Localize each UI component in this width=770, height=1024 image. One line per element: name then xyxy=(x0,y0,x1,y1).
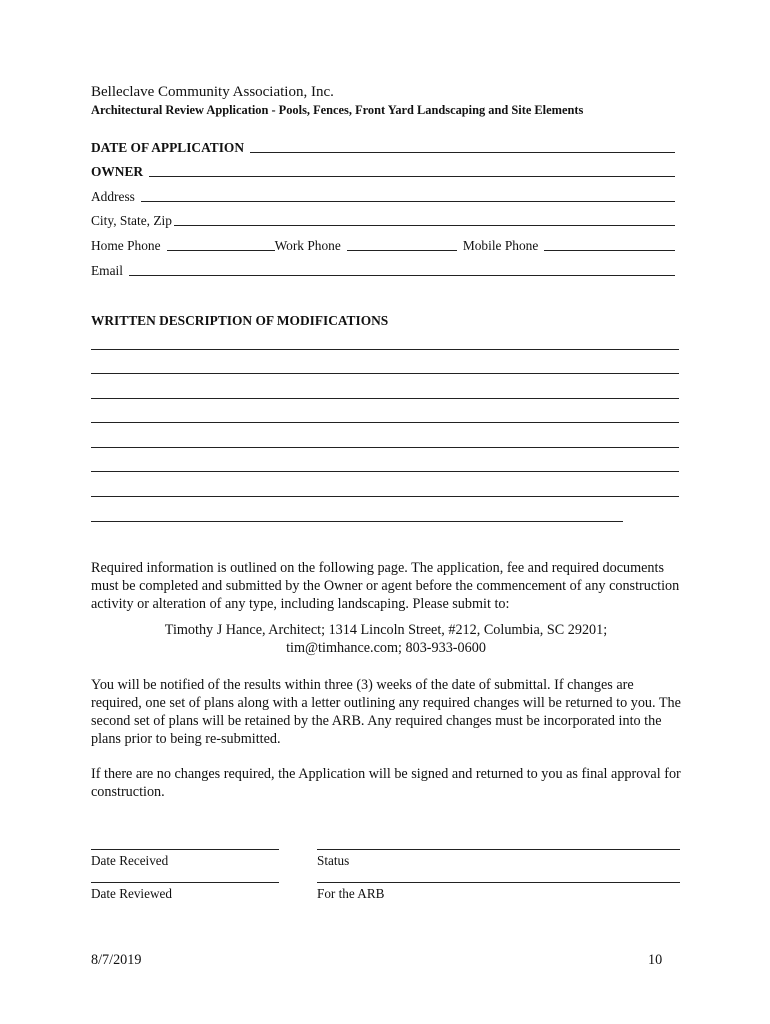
city-state-zip-field[interactable] xyxy=(174,224,675,226)
description-line[interactable] xyxy=(91,447,679,448)
address-row xyxy=(91,189,675,205)
description-line[interactable] xyxy=(91,398,679,399)
work-phone-label: Work Phone xyxy=(274,238,341,253)
work-phone-field[interactable] xyxy=(347,249,457,251)
approval-paragraph: If there are no changes required, the Application will be signed and returned to you as final approval for construction. xyxy=(91,766,681,800)
email-field[interactable] xyxy=(129,274,675,276)
owner-row xyxy=(91,164,675,180)
owner-label: OWNER xyxy=(91,164,144,179)
description-heading: WRITTEN DESCRIPTION OF MODIFICATIONS xyxy=(91,313,389,328)
date-reviewed-field[interactable] xyxy=(91,882,279,883)
notification-paragraph: You will be notified of the results within three (3) weeks of the date of submittal. If changes are required, one set of plans along with a letter outlining any required changes will be returned to you. The second set of plans will be retained by the ARB. Any required changes must be incorporated into the plans prior to being re-submitted. xyxy=(91,677,681,747)
mobile-phone-label: Mobile Phone xyxy=(462,238,539,253)
for-arb-label: For the ARB xyxy=(317,886,385,901)
owner-field[interactable] xyxy=(149,175,675,177)
phone-row xyxy=(91,238,675,254)
date-of-application-label: DATE OF APPLICATION xyxy=(91,140,245,155)
arb-signature-field[interactable] xyxy=(317,882,680,883)
email-row xyxy=(91,263,675,279)
description-line[interactable] xyxy=(91,471,679,472)
date-of-application-field[interactable] xyxy=(250,151,675,153)
form-subtitle: Architectural Review Application - Pools, Fences, Front Yard Landscaping and Site Elements xyxy=(91,103,584,117)
mobile-phone-field[interactable] xyxy=(544,249,675,251)
status-field[interactable] xyxy=(317,849,680,850)
description-line[interactable] xyxy=(91,349,679,350)
description-line[interactable] xyxy=(91,373,679,374)
contact-line: tim@timhance.com; 803-933-0600 xyxy=(286,640,486,656)
organization-name: Belleclave Community Association, Inc. xyxy=(91,84,334,100)
description-line[interactable] xyxy=(91,521,623,522)
address-field[interactable] xyxy=(141,200,675,202)
description-line[interactable] xyxy=(91,422,679,423)
home-phone-field[interactable] xyxy=(167,249,275,251)
status-label: Status xyxy=(317,853,350,868)
address-label: Address xyxy=(91,189,135,204)
description-line[interactable] xyxy=(91,496,679,497)
footer-date: 8/7/2019 xyxy=(91,952,142,968)
instructions-paragraph: Required information is outlined on the following page. The application, fee and required documents must be completed and submitted by the Owner or agent before the commencement of any construction activity or alteration of any type, including landscaping. Please submit to: xyxy=(91,560,680,612)
date-received-label: Date Received xyxy=(91,853,169,868)
date-reviewed-label: Date Reviewed xyxy=(91,886,172,901)
contact-line: Timothy J Hance, Architect; 1314 Lincoln Street, #212, Columbia, SC 29201; xyxy=(164,622,608,638)
page-number: 10 xyxy=(648,952,663,968)
email-label: Email xyxy=(91,263,123,278)
home-phone-label: Home Phone xyxy=(91,238,161,253)
date-of-application-row xyxy=(91,140,675,156)
date-received-field[interactable] xyxy=(91,849,279,850)
city-state-zip-label: City, State, Zip xyxy=(91,213,172,228)
city-state-zip-row xyxy=(91,213,675,229)
